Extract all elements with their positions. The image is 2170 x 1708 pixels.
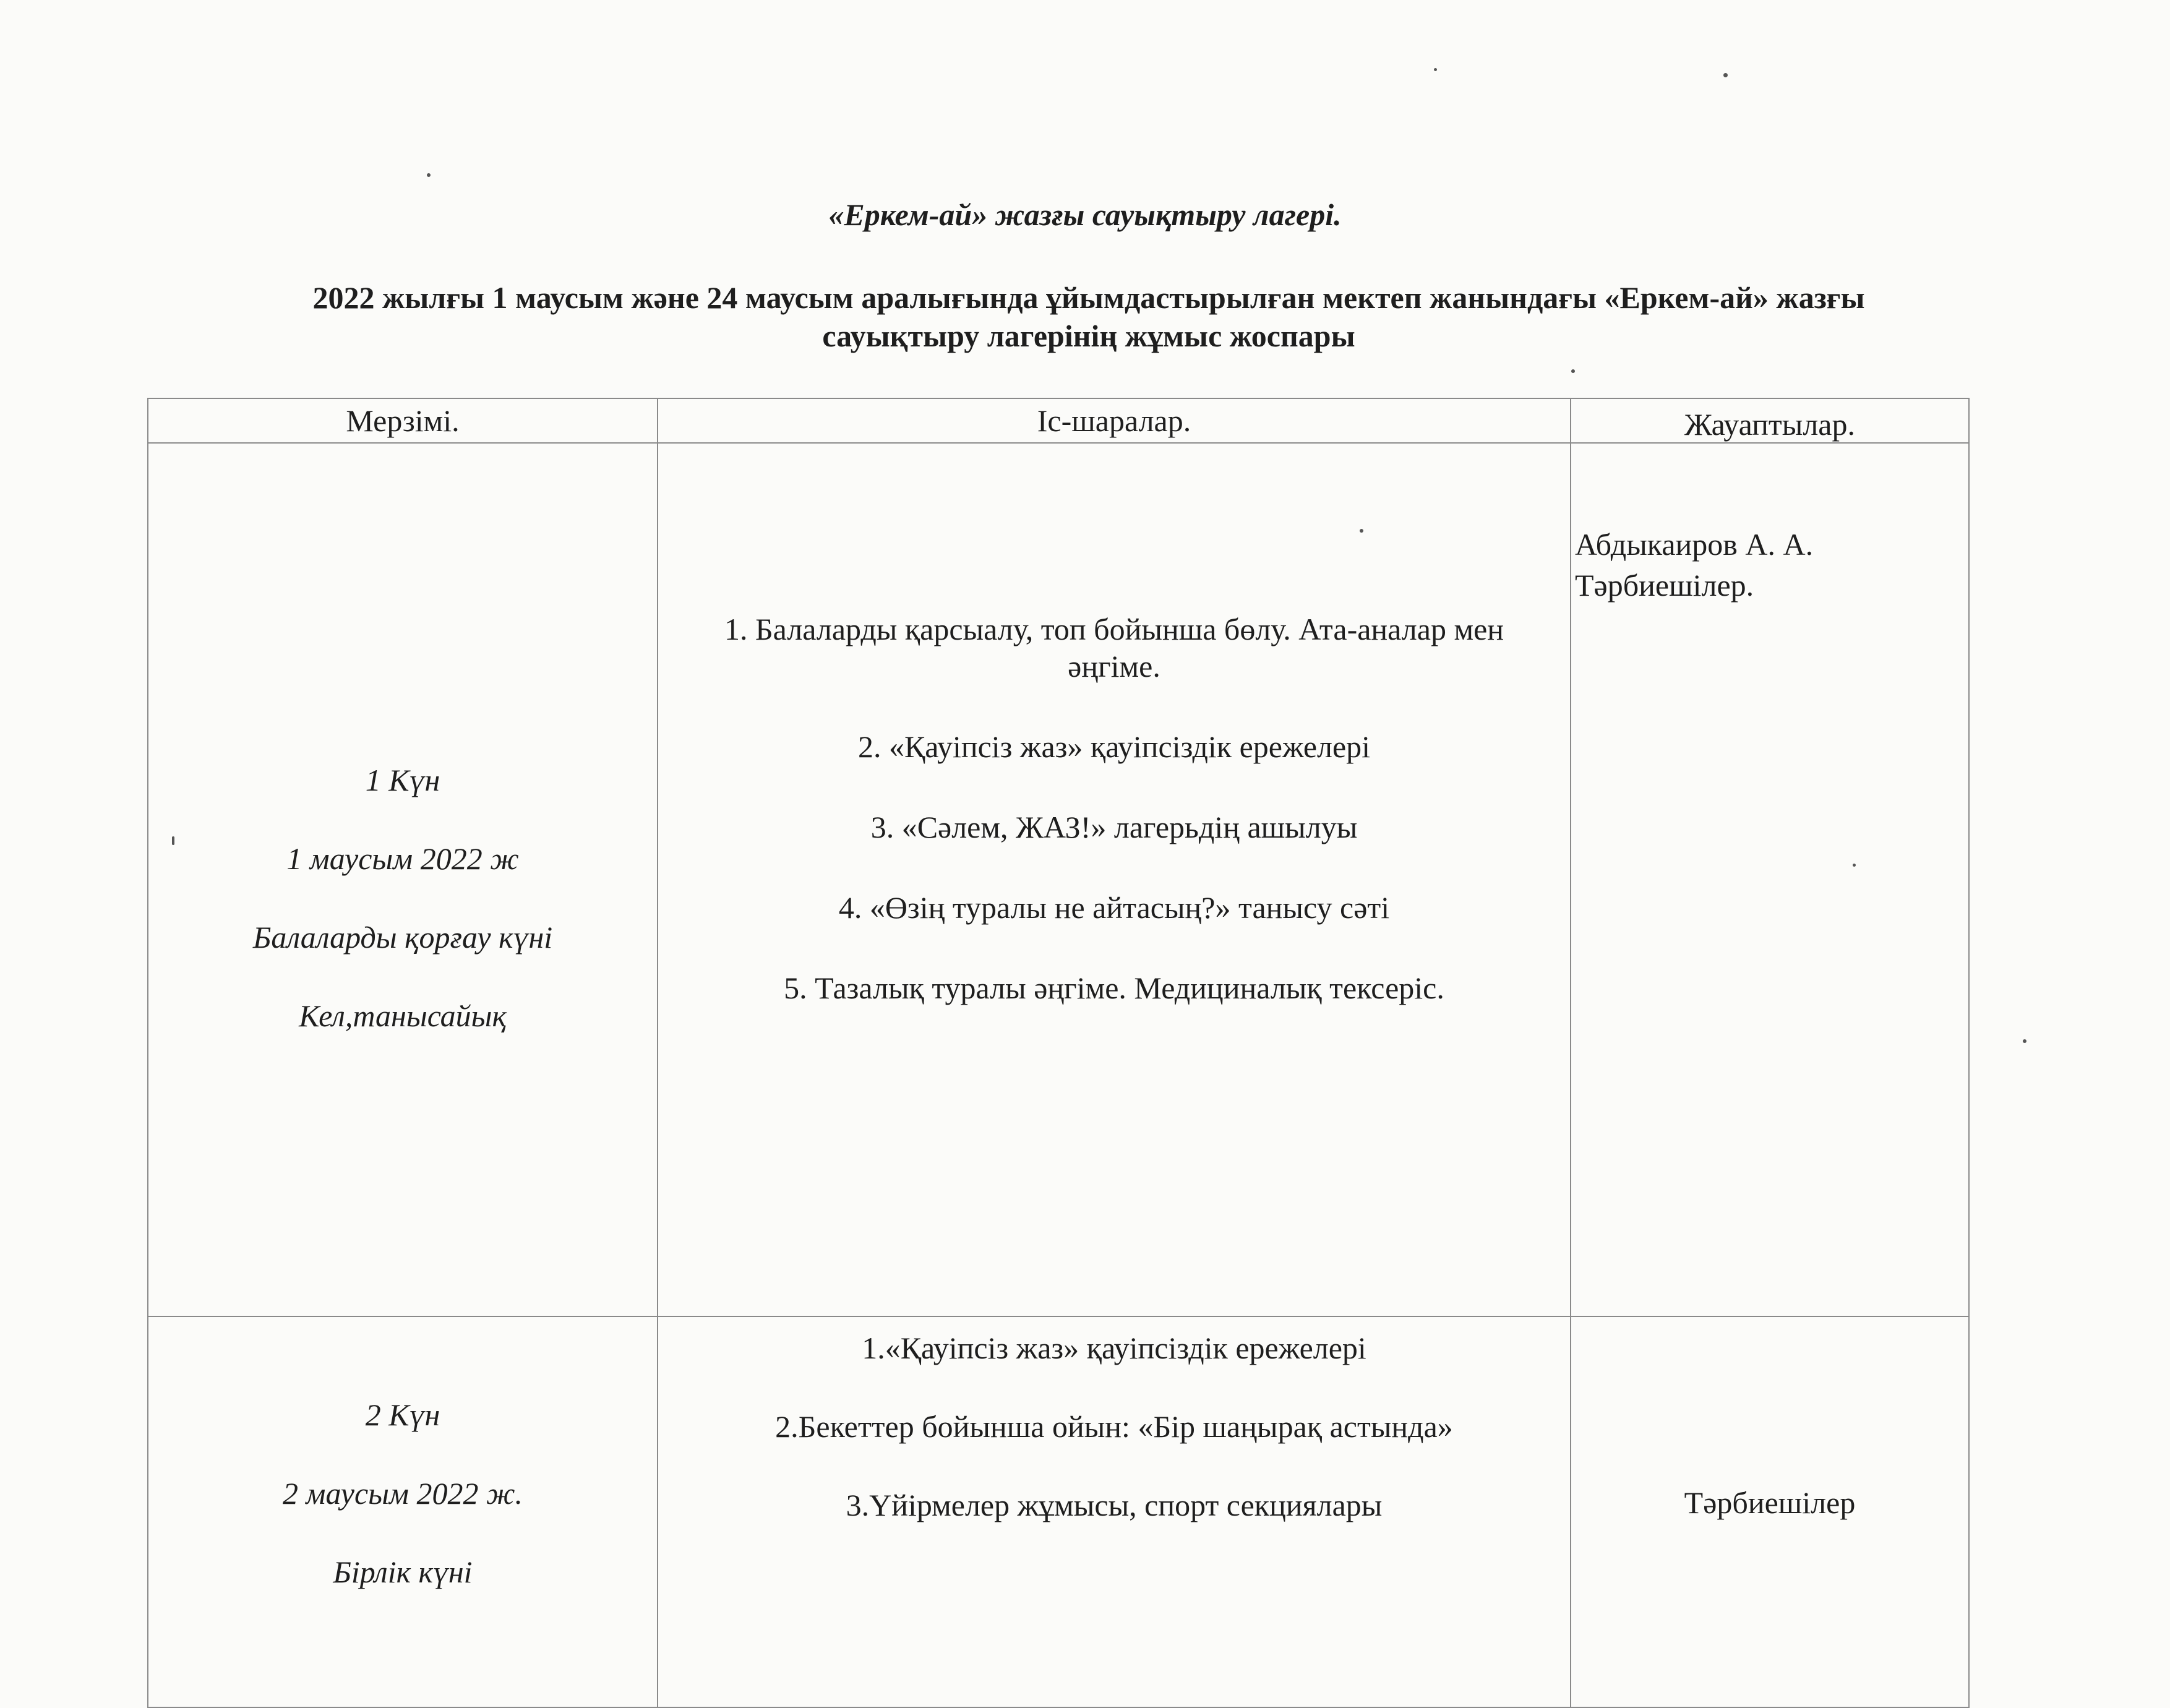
date-cell <box>148 1316 658 1707</box>
heading-line-1: 2022 жылғы 1 маусым және 24 маусым аралығында ұйымдастырылған мектеп жанындағы «Еркем-ай» жазғы <box>312 280 1865 315</box>
day-number: 1 Күн <box>365 763 440 797</box>
date-cell <box>148 443 658 1316</box>
day-motto: Кел,танысайық <box>299 998 507 1033</box>
header-date: Мерзімі. <box>148 398 658 443</box>
scan-speck <box>1723 73 1728 77</box>
heading-line-2: сауықтыру лагерінің жұмыс жоспары <box>822 319 1355 353</box>
activity-item: 5. Тазалық туралы әңгіме. Медициналық тексеріс. <box>784 971 1444 1005</box>
scan-speck <box>1571 369 1575 373</box>
table-row <box>148 443 1969 1316</box>
activity-item: 3. «Сәлем, ЖАЗ!» лагерьдің ашылуы <box>870 810 1358 844</box>
document-heading <box>161 278 2017 355</box>
responsible-group: Тәрбиешілер <box>1684 1485 1856 1520</box>
header-activities: Іс-шаралар. <box>658 398 1571 443</box>
activity-item: 1.«Қауіпсіз жаз» қауіпсіздік ережелері <box>862 1331 1366 1365</box>
header-responsible: Жауаптылар. <box>1571 398 1969 443</box>
activity-item: 2.Бекеттер бойынша ойын: «Бір шаңырақ астында» <box>775 1409 1453 1444</box>
responsible-group: Тәрбиешілер. <box>1575 568 1754 603</box>
document-title: «Еркем-ай» жазғы сауықтыру лагері. <box>828 197 1342 232</box>
scan-speck <box>427 173 431 177</box>
activities-cell <box>658 443 1571 1316</box>
day-date: 1 маусым 2022 ж <box>286 841 519 876</box>
activity-item: 4. «Өзің туралы не айтасың?» танысу сәті <box>838 890 1390 925</box>
responsible-cell <box>1571 443 1969 1316</box>
day-number: 2 Күн <box>365 1397 440 1432</box>
scan-speck <box>2023 1039 2026 1043</box>
table-header-row <box>148 398 1969 443</box>
activity-item: 2. «Қауіпсіз жаз» қауіпсіздік ережелері <box>857 729 1371 764</box>
table-row <box>148 1316 1969 1707</box>
day-theme: Бірлік күні <box>333 1554 473 1589</box>
activities-cell <box>658 1316 1571 1707</box>
day-theme: Балаларды қорғау күні <box>252 920 553 955</box>
work-plan-table <box>147 398 1970 1708</box>
activity-item: 3.Үйірмелер жұмысы, спорт секциялары <box>846 1488 1383 1522</box>
scan-speck <box>1434 68 1437 71</box>
activity-item: 1. Балаларды қарсыалу, топ бойынша бөлу. Ата-аналар мен әңгіме. <box>724 612 1504 684</box>
responsible-cell <box>1571 1316 1969 1707</box>
day-date: 2 маусым 2022 ж. <box>283 1475 523 1511</box>
responsible-person: Абдыкаиров А. А. <box>1575 527 1814 562</box>
